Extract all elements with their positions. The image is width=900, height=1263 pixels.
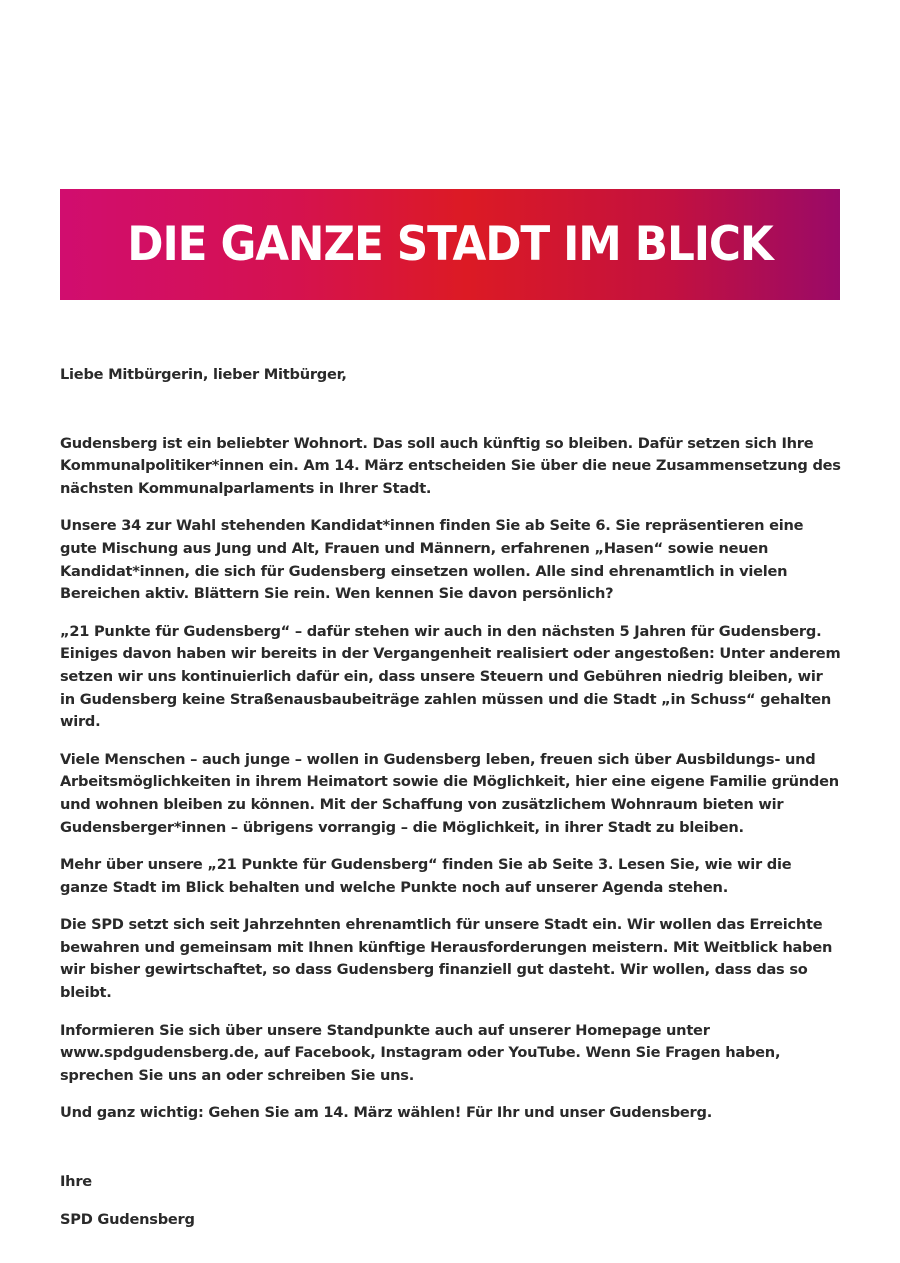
headline-title: DIE GANZE STADT IM BLICK — [127, 217, 773, 272]
paragraph-candidates: Unsere 34 zur Wahl stehenden Kandidat*innen finden Sie ab Seite 6. Sie repräsentieren eine gute Mischung aus Jung und Alt, Frauen und Männern, erfahrenen „Hasen“ sowie neuen Kandidat*innen, die sich für Gudensberg einsetzen wollen. Alle sind ehrenamtlich in vielen Bereichen aktiv. Blättern Sie rein. Wen kennen Sie davon persönlich? — [60, 517, 804, 603]
paragraph-information: Informieren Sie sich über unsere Standpunkte auch auf unserer Homepage unter www.spdgudensberg.de, auf Facebook, Instagram oder YouTube. Wenn Sie Fragen haben, sprechen Sie uns an oder schreiben Sie uns. — [60, 1021, 781, 1084]
paragraph-spd-commitment: Die SPD setzt sich seit Jahrzehnten ehrenamtlich für unsere Stadt ein. Wir wollen das Erreichte bewahren und gemeinsam mit Ihnen künftige Herausforderungen meistern. Mit Weitblick haben wir bisher gewirtschaftet, so dass Gudensberg finanziell gut dasteht. Wir wollen, dass das so bleibt. — [60, 916, 833, 1002]
headline-banner — [60, 189, 840, 300]
paragraph-agenda: Mehr über unsere „21 Punkte für Gudensberg“ finden Sie ab Seite 3. Lesen Sie, wie wir die ganze Stadt im Blick behalten und welche Punkte noch auf unserer Agenda stehen. — [60, 856, 792, 896]
closing: Ihre — [60, 1173, 92, 1191]
letter-body — [60, 364, 842, 1231]
paragraph-21-points: „21 Punkte für Gudensberg“ – dafür stehen wir auch in den nächsten 5 Jahren für Gudensberg. Einiges davon haben wir bereits in der Vergangenheit realisiert oder angestoßen: Unter anderem setzen wir uns kontinuierlich dafür ein, dass unsere Steuern und Gebühren niedrig bleiben, wir in Gudensberg keine Straßenausbaubeiträge zahlen müssen und die Stadt „in Schuss“ gehalten wird. — [60, 622, 841, 731]
signature: SPD Gudensberg — [60, 1210, 195, 1228]
salutation: Liebe Mitbürgerin, lieber Mitbürger, — [60, 366, 347, 383]
paragraph-intro: Gudensberg ist ein beliebter Wohnort. Das soll auch künftig so bleiben. Dafür setzen sich Ihre Kommunalpolitiker*innen ein. Am 14. März entscheiden Sie über die neue Zusammensetzung des nächsten Kommunalparlaments in Ihrer Stadt. — [60, 434, 841, 497]
paragraph-vote-call: Und ganz wichtig: Gehen Sie am 14. März wählen! Für Ihr und unser Gudensberg. — [60, 1104, 712, 1122]
paragraph-young-people: Viele Menschen – auch junge – wollen in Gudensberg leben, freuen sich über Ausbildungs- und Arbeitsmöglichkeiten in ihrem Heimatort sowie die Möglichkeit, hier eine eigene Familie gründen und wohnen bleiben zu können. Mit der Schaffung von zusätzlichem Wohnraum bieten wir Gudensberger*innen – übrigens vorrangig – die Möglichkeit, in ihrer Stadt zu bleiben. — [60, 750, 839, 836]
